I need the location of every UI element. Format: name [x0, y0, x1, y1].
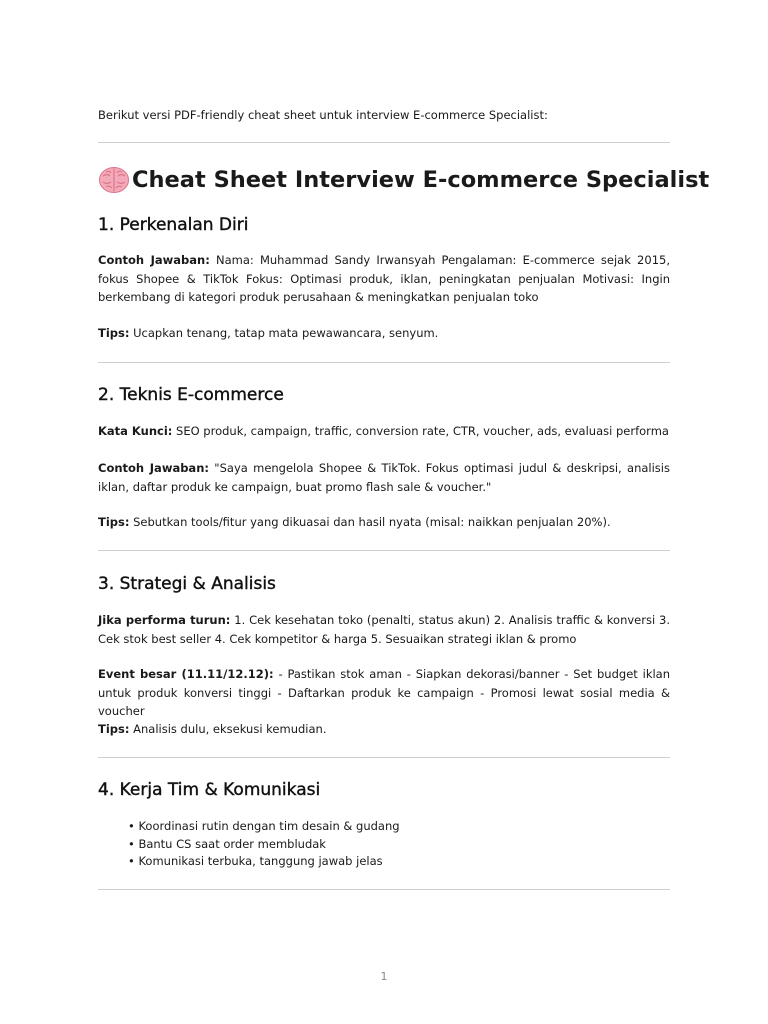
section-heading: 2. Teknis E-commerce [98, 385, 284, 405]
paragraph-label: Contoh Jawaban: [98, 253, 210, 267]
list-item: • Koordinasi rutin dengan tim desain & gudang [128, 818, 400, 836]
list-item: • Komunikasi terbuka, tanggung jawab jelas [128, 853, 400, 871]
paragraph-label: Contoh Jawaban: [98, 461, 209, 475]
paragraph-label: Tips: [98, 326, 130, 340]
paragraph [98, 459, 670, 496]
paragraph-label: Jika performa turun: [98, 613, 231, 627]
bullet-list [128, 818, 400, 871]
paragraph-label: Tips: [98, 515, 130, 529]
paragraph-text: Analisis dulu, eksekusi kemudian. [129, 722, 327, 736]
paragraph-text: Nama: Muhammad Sandy Irwansyah Pengalaman: E-commerce sejak 2015, fokus Shopee & TikTok Fokus: Optimasi produk, iklan, peningkatan penjualan Motivasi: Ingin berkembang di kategori produk perusahaan & meningkatkan penjualan toko [98, 253, 670, 304]
paragraph [98, 611, 670, 648]
paragraph [98, 324, 670, 343]
paragraph-text: SEO produk, campaign, traffic, conversion rate, CTR, voucher, ads, evaluasi performa [172, 424, 669, 438]
paragraph-text: - Pastikan stok aman - Siapkan dekorasi/banner - Set budget iklan untuk produk konversi tinggi - Daftarkan produk ke campaign - Promosi lewat sosial media & voucher [98, 667, 671, 718]
page-title-text: Cheat Sheet Interview E-commerce Specialist [132, 167, 710, 193]
section-heading: 3. Strategi & Analisis [98, 574, 276, 594]
paragraph-label: Kata Kunci: [98, 424, 173, 438]
section-heading: 1. Perkenalan Diri [98, 215, 249, 235]
brain-icon [98, 165, 130, 195]
paragraph-text: Ucapkan tenang, tatap mata pewawancara, senyum. [129, 326, 439, 340]
paragraph [98, 251, 670, 307]
page-number: 1 [380, 970, 388, 983]
divider [98, 550, 670, 551]
paragraph [98, 665, 670, 721]
divider [98, 889, 670, 890]
paragraph-label: Event besar (11.11/12.12): [98, 667, 274, 681]
intro-text: Berikut versi PDF-friendly cheat sheet untuk interview E-commerce Specialist: [98, 108, 548, 122]
paragraph [98, 513, 670, 532]
list-item: • Bantu CS saat order membludak [128, 836, 400, 854]
paragraph [98, 720, 670, 739]
paragraph [98, 422, 670, 441]
paragraph-text: 1. Cek kesehatan toko (penalti, status akun) 2. Analisis traffic & konversi 3. Cek stok best seller 4. Cek kompetitor & harga 5. Sesuaikan strategi iklan & promo [98, 613, 670, 646]
paragraph-label: Tips: [98, 722, 130, 736]
paragraph-text: "Saya mengelola Shopee & TikTok. Fokus optimasi judul & deskripsi, analisis iklan, daftar produk ke campaign, buat promo flash sale & voucher." [98, 461, 670, 494]
divider [98, 362, 670, 363]
divider [98, 757, 670, 758]
divider [98, 142, 670, 143]
section-heading: 4. Kerja Tim & Komunikasi [98, 780, 321, 800]
paragraph-text: Sebutkan tools/fitur yang dikuasai dan hasil nyata (misal: naikkan penjualan 20%). [129, 515, 611, 529]
page-title [98, 163, 709, 197]
